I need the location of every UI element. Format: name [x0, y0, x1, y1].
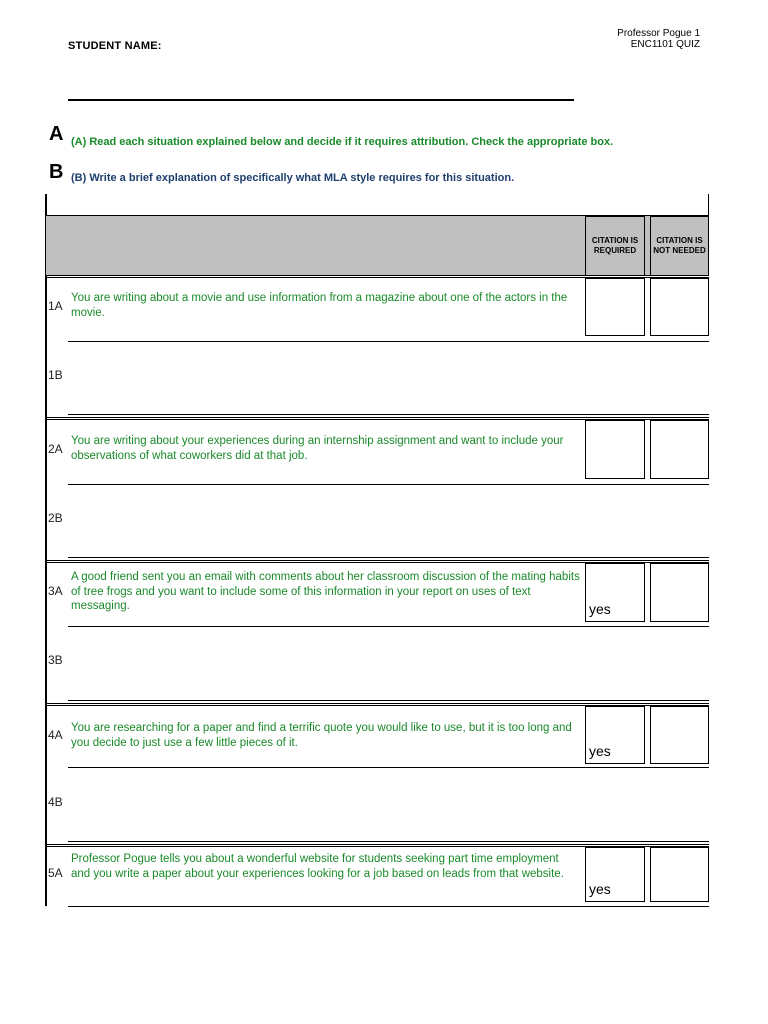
row-2b-answer-area[interactable]: [68, 485, 709, 557]
row-4b-label: 4B: [48, 795, 63, 809]
table-left-border: [45, 194, 47, 906]
row-5-required-answer: yes: [589, 881, 611, 897]
professor-label: Professor Pogue 1: [617, 28, 700, 39]
row-3-not-needed-box[interactable]: [650, 563, 709, 622]
row-4-situation: You are researching for a paper and find a terrific quote you would like to use, but it is too long and you decide to just use a few little pieces of it.: [71, 722, 572, 749]
col-header-required-label: CITATION IS REQUIRED: [591, 236, 639, 255]
row-3-required-answer: yes: [589, 601, 611, 617]
row-3a-label: 3A: [48, 584, 63, 598]
row-1-situation: You are writing about a movie and use information from a magazine about one of the actors in the movie.: [71, 292, 568, 319]
row-5a-bottom-rule: [68, 906, 709, 907]
course-label: ENC1101 QUIZ: [630, 39, 700, 50]
row-4-required-box[interactable]: [585, 706, 645, 764]
table-right-border: [708, 194, 709, 216]
row-3b-answer-area[interactable]: [68, 627, 709, 700]
row-1b-bottom-rule: [68, 414, 709, 415]
row-4-not-needed-box[interactable]: [650, 706, 709, 764]
row-1b-label: 1B: [48, 368, 63, 382]
student-name-field[interactable]: [68, 99, 574, 101]
row-4b-bottom-rule: [68, 841, 709, 842]
row-2b-label: 2B: [48, 511, 63, 525]
row-5-situation: Professor Pogue tells you about a wonderful website for students seeking part time employment and you write a paper about your experiences looking for a job based on leads from that website.: [71, 853, 564, 880]
student-name-label: STUDENT NAME:: [68, 40, 162, 52]
row-3b-bottom-rule: [68, 700, 709, 701]
row-3b-label: 3B: [48, 653, 63, 667]
row-3-required-box[interactable]: [585, 563, 645, 622]
row-2a-label: 2A: [48, 442, 63, 456]
instruction-b-letter: B: [49, 161, 64, 183]
row-5a-label: 5A: [48, 866, 63, 880]
col-header-not-needed: [650, 216, 709, 276]
instruction-a-text: (A) Read each situation explained below and decide if it requires attribution. Check the appropriate box.: [71, 136, 614, 148]
row-5-required-box[interactable]: [585, 847, 645, 902]
row-4a-label: 4A: [48, 728, 63, 742]
instruction-a-letter: A: [49, 123, 64, 145]
row-1b-answer-area[interactable]: [68, 342, 709, 414]
row-2-not-needed-box[interactable]: [650, 420, 709, 479]
row-4-required-answer: yes: [589, 743, 611, 759]
col-header-required: [585, 216, 645, 276]
row-1a-label: 1A: [48, 299, 63, 313]
row-2-required-box[interactable]: [585, 420, 645, 479]
row-3-situation: A good friend sent you an email with comments about her classroom discussion of the mating habits of tree frogs and you want to include some of this information in your report on uses of text messaging.: [71, 571, 580, 612]
row-4b-answer-area[interactable]: [68, 768, 709, 841]
row-2-situation: You are writing about your experiences during an internship assignment and want to include your observations of what coworkers did at that job.: [71, 435, 564, 462]
row-1-not-needed-box[interactable]: [650, 278, 709, 336]
row-5-not-needed-box[interactable]: [650, 847, 709, 902]
header-right: [617, 28, 700, 50]
instruction-b-text: (B) Write a brief explanation of specifically what MLA style requires for this situation.: [71, 172, 515, 184]
row-2b-bottom-rule: [68, 557, 709, 558]
col-header-not-needed-label: CITATION IS NOT NEEDED: [653, 236, 706, 255]
row-1-required-box[interactable]: [585, 278, 645, 336]
